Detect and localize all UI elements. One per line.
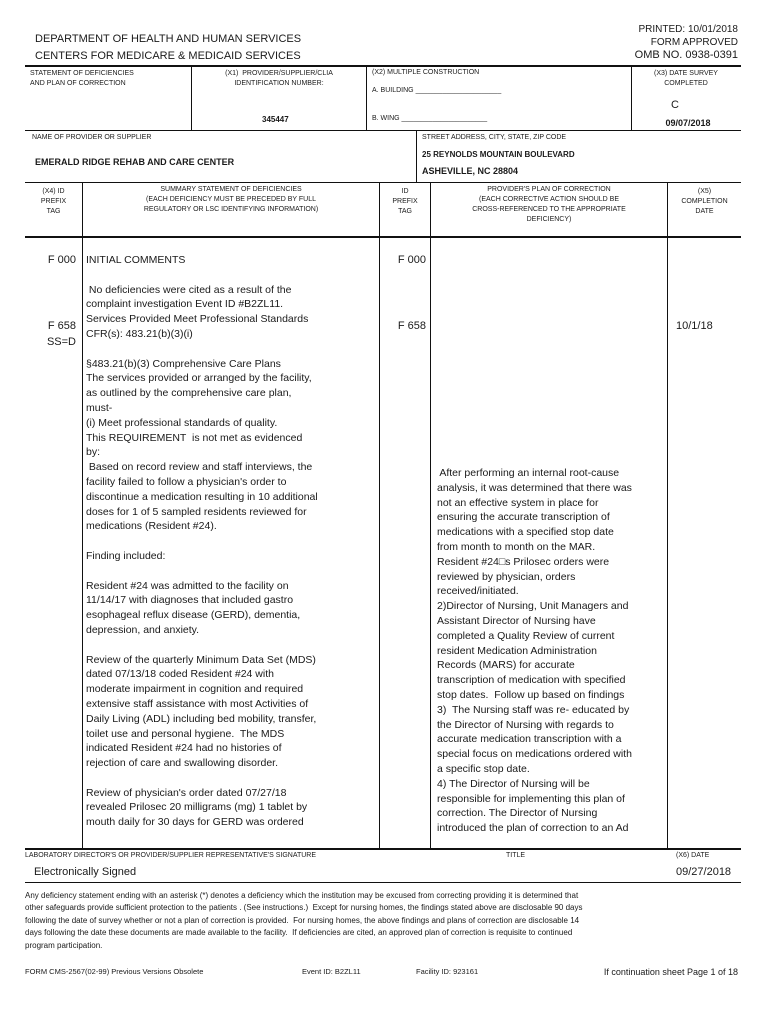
date-label: (X6) DATE xyxy=(676,852,710,859)
statement-label: STATEMENT OF DEFICIENCIES AND PLAN OF CORRECTION xyxy=(30,70,134,87)
summary-header: SUMMARY STATEMENT OF DEFICIENCIES (EACH DEFICIENCY MUST BE PRECEDED BY FULL REGULATORY OR LSC IDENTIFYING INFORMATION) xyxy=(143,186,319,213)
id-header: ID PREFIX TAG xyxy=(392,188,418,215)
rule xyxy=(25,882,741,883)
provider-name-label: NAME OF PROVIDER OR SUPPLIER xyxy=(32,134,152,141)
tag-f000-left: F 000 xyxy=(47,254,76,266)
omb-number: OMB NO. 0938-0391 xyxy=(634,49,738,61)
x3-letter: C xyxy=(671,99,679,111)
department-title-line1: DEPARTMENT OF HEALTH AND HUMAN SERVICES xyxy=(35,33,302,45)
facility-id: Facility ID: 923161 xyxy=(416,967,479,976)
event-id: Event ID: B2ZL11 xyxy=(302,967,361,976)
x3-date: 09/07/2018 xyxy=(665,118,711,128)
signature-label: LABORATORY DIRECTOR'S OR PROVIDER/SUPPLIER REPRESENTATIVE'S SIGNATURE xyxy=(25,852,317,859)
plan-of-correction-text: After performing an internal root-cause analysis, it was determined that there was not an effective system in place for ensuring the accurate transcription of medications with a specified stop date from month to month on the MAR. Resident #24□s Prilosec orders were reviewed by physician, orders received/initiated. 2)Director of Nursing, Unit Managers and Assistant Director of Nursing have completed a Quality Review of current resident Medication Administration Records (MARS) for accurate transcription of medication with specified stop dates. Follow up based on findings 3) The Nursing staff was re- educated by the Director of Nursing with regards to accurate medication transcription with a special focus on medications ordered with a specific stop date. 4) The Director of Nursing will be responsible for implementing this plan of correction. The Director of Nursing introduced the plan of correction to an Ad xyxy=(437,467,632,835)
address-line2: ASHEVILLE, NC 28804 xyxy=(422,166,519,176)
provider-name: EMERALD RIDGE REHAB AND CARE CENTER xyxy=(35,157,235,167)
x1-label: (X1) PROVIDER/SUPPLIER/CLIA IDENTIFICATION NUMBER: xyxy=(225,70,333,87)
tag-f658-left: F 658 xyxy=(47,320,76,332)
x2-label: (X2) MULTIPLE CONSTRUCTION xyxy=(372,69,480,76)
title-label: TITLE xyxy=(506,852,526,859)
address-line1: 25 REYNOLDS MOUNTAIN BOULEVARD xyxy=(422,150,575,159)
rule xyxy=(379,182,380,848)
rule xyxy=(25,182,741,183)
x1-value: 345447 xyxy=(262,115,289,124)
rule xyxy=(430,182,431,848)
wing-label: B. WING ______________________ xyxy=(372,115,488,122)
x4-header: (X4) ID PREFIX TAG xyxy=(40,188,67,215)
disclaimer-text: Any deficiency statement ending with an asterisk (*) denotes a deficiency which the institution may be excused from correcting providing it is determined that other safeguards provide sufficient protection to the patients . (See instructions.) Except for nursing homes, the findings stated above are disclosable 90 days following the date of survey whether or not a plan of correction is provided. For nursing homes, the above findings and plans of correction are disclosable 14 days following the date these documents are made available to the facility. If deficiencies are cited, an approved plan of correction is requisite to continued program participation. xyxy=(25,891,583,950)
building-label: A. BUILDING ______________________ xyxy=(372,87,502,94)
signature-date: 09/27/2018 xyxy=(676,866,732,878)
signature-value: Electronically Signed xyxy=(34,866,137,878)
printed-date: PRINTED: 10/01/2018 xyxy=(638,24,738,35)
plan-header: PROVIDER'S PLAN OF CORRECTION (EACH CORRECTIVE ACTION SHOULD BE CROSS-REFERENCED TO THE APPROPRIATE DEFICIENCY) xyxy=(472,186,626,223)
rule xyxy=(416,130,417,182)
tag-f000-right: F 000 xyxy=(397,254,426,266)
rule xyxy=(25,130,741,131)
form-number: FORM CMS-2567(02-99) Previous Versions Obsolete xyxy=(25,967,204,976)
x3-label: (X3) DATE SURVEY COMPLETED xyxy=(654,70,718,87)
rule xyxy=(82,182,83,848)
page-number: If continuation sheet Page 1 of 18 xyxy=(603,967,738,977)
completion-date: 10/1/18 xyxy=(676,320,713,332)
address-label: STREET ADDRESS, CITY, STATE, ZIP CODE xyxy=(422,134,567,141)
tag-f658-right: F 658 xyxy=(397,320,426,332)
department-title-line2: CENTERS FOR MEDICARE & MEDICAID SERVICES xyxy=(35,50,301,62)
x5-header: (X5) COMPLETION DATE xyxy=(681,188,728,215)
rule xyxy=(366,65,367,130)
rule xyxy=(25,236,741,238)
form-approved: FORM APPROVED xyxy=(650,37,738,48)
rule xyxy=(25,65,741,67)
rule xyxy=(25,848,741,850)
rule xyxy=(667,182,668,848)
summary-statement-text: INITIAL COMMENTS No deficiencies were cited as a result of the complaint investigation Event ID #B2ZL11. Services Provided Meet Professional Standards CFR(s): 483.21(b)(3)(i) §483.21(b)(3) Comprehensive Care Plans The services provided or arranged by the facility, as outlined by the comprehensive care plan, must- (i) Meet professional standards of quality. This REQUIREMENT is not met as evidenced by: Based on record review and staff interviews, the facility failed to follow a physician's order to discontinue a medication resulting in 10 additional doses for 1 of 5 sampled residents reviewed for medications (Resident #24). Finding included: Resident #24 was admitted to the facility on 11/14/17 with diagnoses that included gastro esophageal reflux disease (GERD), dementia, depression, and anxiety. Review of the quarterly Minimum Data Set (MDS) dated 07/13/18 coded Resident #24 with moderate impairment in cognition and required extensive staff assistance with most Activities of Daily Living (ADL) including bed mobility, transfer, toilet use and personal hygiene. The MDS indicated Resident #24 had no histories of rejection of care and swallowing disorder. Review of physician's order dated 07/27/18 revealed Prilosec 20 milligrams (mg) 1 tablet by mouth daily for 30 days for GERD was ordered xyxy=(86,254,318,829)
tag-ssd: SS=D xyxy=(46,336,76,348)
